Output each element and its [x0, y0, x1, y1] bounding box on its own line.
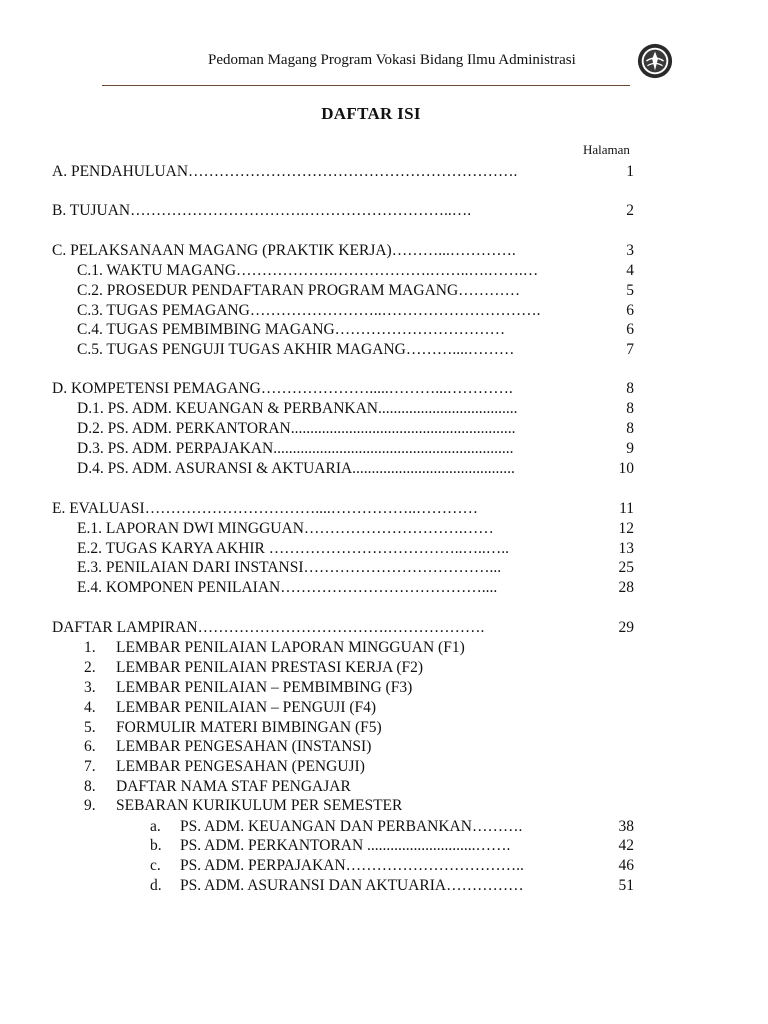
lampiran-number: 8. — [84, 778, 96, 795]
lampiran-number: 5. — [84, 719, 96, 736]
sub-lampiran-item[interactable]: PS. ADM. PERPAJAKAN…………………………….. — [180, 857, 524, 874]
toc-page-number: 29 — [618, 619, 634, 636]
toc-entry[interactable]: DAFTAR LAMPIRAN……………………………….………………. — [52, 619, 485, 636]
page-title: DAFTAR ISI — [321, 104, 421, 123]
toc-entry[interactable]: C.4. TUGAS PEMBIMBING MAGANG…………………………… — [77, 321, 506, 338]
toc-entry[interactable]: B. TUJUAN…………………………….………………………..…. — [52, 202, 472, 219]
toc-page-number: 42 — [618, 837, 634, 854]
sub-lampiran-item[interactable]: PS. ADM. ASURANSI DAN AKTUARIA…………… — [180, 877, 524, 894]
toc-page-number: 6 — [626, 321, 634, 338]
toc-entry[interactable]: D.3. PS. ADM. PERPAJAKAN.............................................................. — [77, 440, 514, 457]
lampiran-number: 6. — [84, 738, 96, 755]
toc-page-number: 38 — [618, 818, 634, 835]
sub-lampiran-item[interactable]: PS. ADM. PERKANTORAN ............................……. — [180, 837, 511, 854]
sub-lampiran-letter: c. — [150, 857, 161, 874]
toc-page-number: 10 — [618, 460, 634, 477]
toc-entry[interactable]: A. PENDAHULUAN………………………………………………………. — [52, 163, 518, 180]
toc-entry[interactable]: E. EVALUASI……………………………....……………..………… — [52, 500, 478, 517]
toc-page-number: 12 — [618, 520, 634, 537]
lampiran-number: 1. — [84, 639, 96, 656]
toc-page-number: 5 — [626, 282, 634, 299]
toc-page-number: 8 — [626, 380, 634, 397]
toc-page-number: 7 — [626, 341, 634, 358]
lampiran-item[interactable]: LEMBAR PENILAIAN – PEMBIMBING (F3) — [116, 679, 413, 696]
toc-page-number: 25 — [618, 559, 634, 576]
halaman-label: Halaman — [583, 142, 630, 157]
toc-page-number: 4 — [626, 262, 634, 279]
lampiran-number: 3. — [84, 679, 96, 696]
toc-page-number: 51 — [618, 877, 634, 894]
toc-page-number: 1 — [626, 163, 634, 180]
toc-entry[interactable]: E.2. TUGAS KARYA AKHIR ………………………………..…..….. — [77, 540, 510, 557]
sub-lampiran-item[interactable]: PS. ADM. KEUANGAN DAN PERBANKAN………. — [180, 818, 523, 835]
lampiran-number: 4. — [84, 699, 96, 716]
toc-entry[interactable]: C.2. PROSEDUR PENDAFTARAN PROGRAM MAGANG………… — [77, 282, 521, 299]
lampiran-item[interactable]: LEMBAR PENILAIAN – PENGUJI (F4) — [116, 699, 377, 716]
toc-entry[interactable]: E.1. LAPORAN DWI MINGGUAN………………………….…… — [77, 520, 494, 537]
toc-entry[interactable]: D.1. PS. ADM. KEUANGAN & PERBANKAN.................................... — [77, 400, 518, 417]
toc-page-number: 13 — [618, 540, 634, 557]
toc-entry[interactable]: D.2. PS. ADM. PERKANTORAN.......................................................... — [77, 420, 516, 437]
lampiran-item[interactable]: SEBARAN KURIKULUM PER SEMESTER — [116, 797, 403, 814]
toc-entry[interactable]: D. KOMPETENSI PEMAGANG………………….....………...…………. — [52, 380, 513, 397]
toc-page-number: 11 — [619, 500, 634, 517]
toc-page-number: 3 — [626, 242, 634, 259]
lampiran-number: 7. — [84, 758, 96, 775]
toc-page-number: 6 — [626, 302, 634, 319]
toc-page-number: 8 — [626, 400, 634, 417]
toc-page-number: 28 — [618, 579, 634, 596]
toc-entry[interactable]: E.4. KOMPONEN PENILAIAN………………………………….... — [77, 579, 498, 596]
toc-entry[interactable]: C.1. WAKTU MAGANG……………….……………….……..….…….… — [77, 262, 539, 279]
toc-page-number: 2 — [626, 202, 634, 219]
toc-entry[interactable]: C.5. TUGAS PENGUJI TUGAS AKHIR MAGANG………....……… — [77, 341, 515, 358]
toc-page-number: 46 — [618, 857, 634, 874]
sub-lampiran-letter: d. — [150, 877, 162, 894]
toc-entry[interactable]: C. PELAKSANAAN MAGANG (PRAKTIK KERJA)………...…………. — [52, 242, 516, 259]
lampiran-item[interactable]: LEMBAR PENGESAHAN (PENGUJI) — [116, 758, 365, 775]
toc-page-number: 9 — [626, 440, 634, 457]
toc-entry[interactable]: D.4. PS. ADM. ASURANSI & AKTUARIA.......................................... — [77, 460, 515, 477]
sub-lampiran-letter: b. — [150, 837, 162, 854]
toc-entry[interactable]: E.3. PENILAIAN DARI INSTANSI………………………………... — [77, 559, 502, 576]
lampiran-item[interactable]: FORMULIR MATERI BIMBINGAN (F5) — [116, 719, 382, 736]
lampiran-item[interactable]: LEMBAR PENILAIAN LAPORAN MINGGUAN (F1) — [116, 639, 465, 656]
lampiran-item[interactable]: LEMBAR PENGESAHAN (INSTANSI) — [116, 738, 372, 755]
lampiran-item[interactable]: LEMBAR PENILAIAN PRESTASI KERJA (F2) — [116, 659, 424, 676]
lampiran-item[interactable]: DAFTAR NAMA STAF PENGAJAR — [116, 778, 351, 795]
lampiran-number: 2. — [84, 659, 96, 676]
lampiran-number: 9. — [84, 797, 96, 814]
header-title: Pedoman Magang Program Vokasi Bidang Ilmu Administrasi — [208, 52, 576, 68]
toc-page-number: 8 — [626, 420, 634, 437]
toc-entry[interactable]: C.3. TUGAS PEMAGANG……………………..…………………………. — [77, 302, 541, 319]
sub-lampiran-letter: a. — [150, 818, 161, 835]
